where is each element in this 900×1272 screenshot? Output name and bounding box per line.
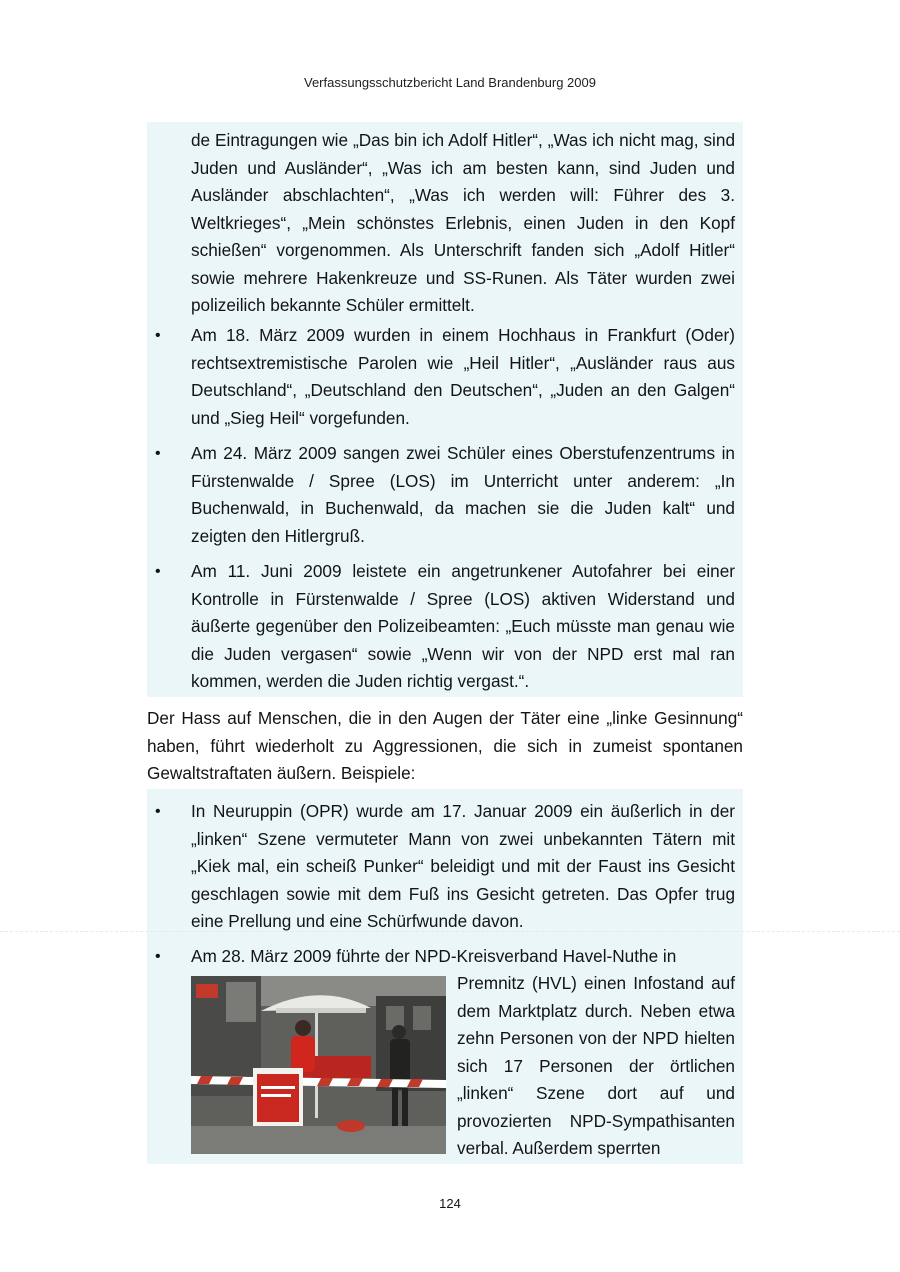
body-paragraph: Der Hass auf Menschen, die in den Augen der Täter eine „linke Gesinnung“ haben, führt wiederholt zu Aggressionen, die sich in zumeist spontanen Gewaltstraftaten äußern. Beispiele: xyxy=(147,708,743,783)
bullet-item-5-first-line: Am 28. März 2009 führte der NPD-Kreisverband Havel-Nuthe in xyxy=(191,946,677,966)
infostand-photo xyxy=(191,976,446,1154)
page-number: 124 xyxy=(439,1196,461,1211)
bullet-marker: • xyxy=(155,445,161,462)
bullet-item-1: Am 18. März 2009 wurden in einem Hochhaus in Frankfurt (Oder) rechtsextremistische Parolen wie „Heil Hitler“, „Ausländer raus aus Deutschland“, „Deutschland den Deutschen“, „Juden an den Galgen“ und „Sieg Heil“ vorgefunden. xyxy=(191,325,735,428)
bullet-item-2: Am 24. März 2009 sangen zwei Schüler eines Oberstufenzentrums in Fürstenwalde / Spree (LOS) im Unterricht unter anderem: „In Buchenwald, in Buchenwald, da machen sie die Juden kalt“ und zeigten den Hitlergruß. xyxy=(191,443,735,546)
intro-paragraph: de Eintragungen wie „Das bin ich Adolf Hitler“, „Was ich nicht mag, sind Juden und Ausländer“, „Was ich am besten kann, sind Juden und Ausländer abschlachten“, „Was ich werden will: Führer des 3. Weltkrieges“, „Mein schönstes Erlebnis, einen Juden in den Kopf schießen“ vorgenommen. Als Unterschrift fanden sich „Adolf Hitler“ sowie mehrere Hakenkreuze und SS-Runen. Als Täter wurden zwei polizeilich bekannte Schüler ermittelt. xyxy=(191,130,735,315)
bullet-item-5-text: Premnitz (HVL) einen Infostand auf dem Marktplatz durch. Neben etwa zehn Personen von der NPD hielten sich 17 Personen der örtlichen „linken“ Szene dort auf und provozierten NPD-Sympathisanten verbal. Außerdem sperrten xyxy=(457,973,735,1158)
bullet-marker: • xyxy=(155,948,161,965)
bullet-item-4: In Neuruppin (OPR) wurde am 17. Januar 2009 ein äußerlich in der „linken“ Szene vermuteter Mann von zwei unbekannten Tätern mit „Kiek mal, ein scheiß Punker“ beleidigt und mit der Faust ins Gesicht geschlagen sowie mit dem Fuß ins Gesicht getreten. Das Opfer trug eine Prellung und eine Schürfwunde davon. xyxy=(191,801,735,931)
bullet-marker: • xyxy=(155,803,161,820)
bullet-item-3: Am 11. Juni 2009 leistete ein angetrunkener Autofahrer bei einer Kontrolle in Fürstenwalde / Spree (LOS) aktiven Widerstand und äußerte gegenüber den Polizeibeamten: „Euch müsste man genau wie die Juden vergasen“ sowie „Wenn wir von der NPD erst mal ran kommen, werden die Juden richtig vergast.“. xyxy=(191,561,735,691)
bullet-marker: • xyxy=(155,327,161,344)
bullet-marker: • xyxy=(155,563,161,580)
running-header: Verfassungsschutzbericht Land Brandenburg 2009 xyxy=(304,75,596,90)
